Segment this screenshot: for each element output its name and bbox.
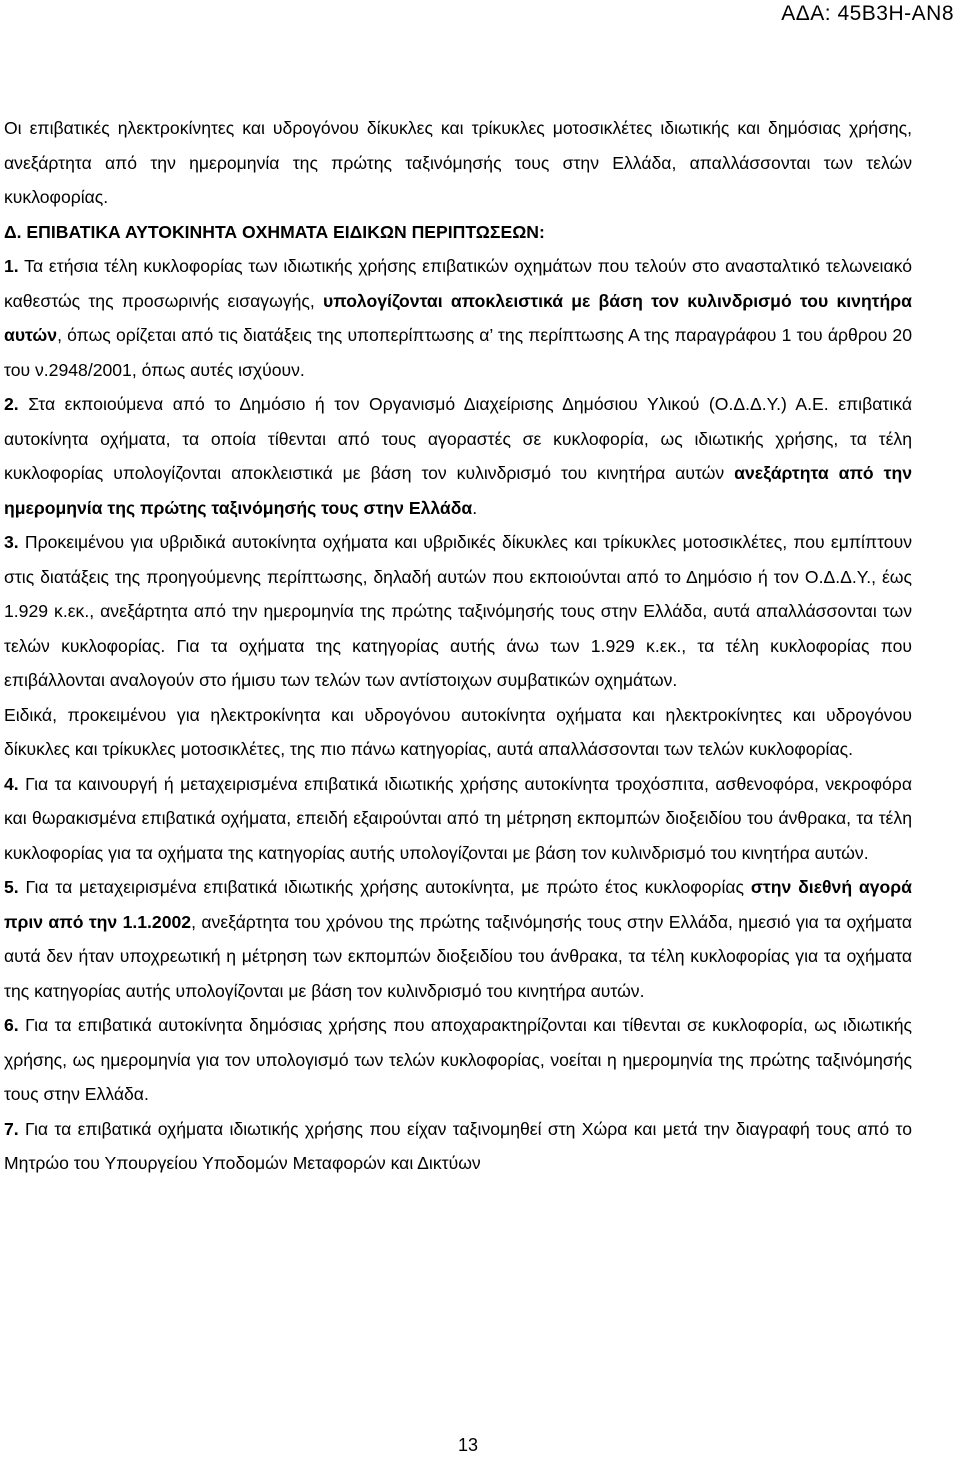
document-body xyxy=(4,111,912,1181)
item-2-paragraph xyxy=(4,387,912,525)
item-3-text: Προκειμένου για υβριδικά αυτοκίνητα οχήματα και υβριδικές δίκυκλες και τρίκυκλες μοτοσικλέτες, που εμπίπτουν στις διατάξεις της προηγούμενης περίπτωσης, δηλαδή αυτών που εκποιούνται από το Δημόσιο ή τον Ο.Δ.Δ.Υ., έως 1.929 κ.εκ., ανεξάρτητα από την ημερομηνία της πρώτης ταξινόμησής τους στην Ελλάδα, αυτά απαλλάσσονται των τελών κυκλοφορίας. Για τα οχήματα της κατηγορίας αυτής άνω των 1.929 κ.εκ., τα τέλη κυκλοφορίας που επιβάλλονται αναλογούν στο ήμισυ των τελών των αντίστοιχων συμβατικών οχημάτων. xyxy=(4,532,912,690)
item-5-number: 5. xyxy=(4,877,19,897)
section-d-heading: Δ. ΕΠΙΒΑΤΙΚΑ ΑΥΤΟΚΙΝΗΤΑ ΟΧΗΜΑΤΑ ΕΙΔΙΚΩΝ ΠΕΡΙΠΤΩΣΕΩΝ: xyxy=(4,221,545,242)
item-6-paragraph xyxy=(4,1008,912,1112)
item-3-paragraph xyxy=(4,525,912,698)
item-4-paragraph xyxy=(4,767,912,871)
item-6-number: 6. xyxy=(4,1015,19,1035)
ada-document-code: ΑΔΑ: 45Β3Η-ΑΝ8 xyxy=(781,2,954,25)
item-7-paragraph xyxy=(4,1112,912,1181)
intro-paragraph: Οι επιβατικές ηλεκτροκίνητες και υδρογόνου δίκυκλες και τρίκυκλες μοτοσικλέτες ιδιωτικής και δημόσιας χρήσης, ανεξάρτητα από την ημερομηνία της πρώτης ταξινόμησής τους στην Ελλάδα, απαλλάσσονται των τελών κυκλοφορίας. xyxy=(4,118,912,207)
item-2-bold: ανεξάρτητα από την ημερομηνία της πρώτης ταξινόμησής τους στην Ελλάδα xyxy=(4,463,912,518)
item-7-text: Για τα επιβατικά οχήματα ιδιωτικής χρήσης που είχαν ταξινομηθεί στη Χώρα και μετά την διαγραφή τους από το Μητρώο του Υπουργείου Υποδομών Μεταφορών και Δικτύων xyxy=(4,1118,912,1173)
item-1-text-a: Τα ετήσια τέλη κυκλοφορίας των ιδιωτικής χρήσης επιβατικών οχημάτων που τελούν στο ανασταλτικό τελωνειακό καθεστώς της προσωρινής εισαγωγής, xyxy=(4,256,912,311)
item-3-extra-paragraph: Ειδικά, προκειμένου για ηλεκτροκίνητα και υδρογόνου αυτοκίνητα οχήματα και ηλεκτροκίνητες και υδρογόνου δίκυκλες και τρίκυκλες μοτοσικλέτες, της πιο πάνω κατηγορίας, αυτά απαλλάσσονται των τελών κυκλοφορίας. xyxy=(4,704,912,759)
item-5-text-a: Για τα μεταχειρισμένα επιβατικά ιδιωτικής χρήσης αυτοκίνητα, με πρώτο έτος κυκλοφορίας xyxy=(18,877,751,897)
item-4-number: 4. xyxy=(4,773,19,794)
item-4-text: Για τα καινουργή ή μεταχειρισμένα επιβατικά ιδιωτικής χρήσης αυτοκίνητα τροχόσπιτα, ασθενοφόρα, νεκροφόρα και θωρακισμένα επιβατικά οχήματα, επειδή εξαιρούνται από τη μέτρηση εκπομπών διοξειδίου του άνθρακα, τα τέλη κυκλοφορίας για τα οχήματα της κατηγορίας αυτής υπολογίζονται με βάση τον κυλινδρισμό του κινητήρα αυτών. xyxy=(4,773,912,863)
item-2-text-a: Στα εκποιούμενα από το Δημόσιο ή τον Οργανισμό Διαχείρισης Δημόσιου Υλικού (Ο.Δ.Δ.Υ.) Α.Ε. επιβατικά αυτοκίνητα οχήματα, τα οποία τίθενται από τους αγοραστές σε κυκλοφορία, ως ιδιωτικής χρήσης, τα τέλη κυκλοφορίας υπολογίζονται αποκλειστικά με βάση τον κυλινδρισμό του κινητήρα αυτών xyxy=(4,394,912,483)
item-3-number: 3. xyxy=(4,532,19,552)
item-5-paragraph xyxy=(4,870,912,1008)
item-2-text-b: . xyxy=(472,497,478,518)
item-7-number: 7. xyxy=(4,1118,19,1139)
item-1-paragraph xyxy=(4,249,912,387)
item-5-bold: στην διεθνή αγορά πριν από την 1.1.2002 xyxy=(4,877,912,932)
item-1-number: 1. xyxy=(4,256,19,276)
item-1-text-b: , όπως ορίζεται από τις διατάξεις της υποπερίπτωσης α’ της περίπτωσης Α της παραγράφου 1 του άρθρου 20 του ν.2948/2001, όπως αυτές ισχύουν. xyxy=(4,325,912,380)
page-number: 13 xyxy=(457,1435,479,1455)
item-1-bold: υπολογίζονται αποκλειστικά με βάση τον κυλινδρισμό του κινητήρα αυτών xyxy=(4,290,912,345)
item-2-number: 2. xyxy=(4,394,19,414)
item-5-text-b: , ανεξάρτητα του χρόνου της πρώτης ταξινόμησής τους στην Ελλάδα, ημεσιό για τα οχήματα αυτά δεν ήταν υποχρεωτική η μέτρηση των εκπομπών διοξειδίου του άνθρακα, τα τέλη κυκλοφορίας για τα οχήματα της κατηγορίας αυτής υπολογίζονται με βάση τον κυλινδρισμό του κινητήρα αυτών. xyxy=(4,911,913,1001)
item-6-text: Για τα επιβατικά αυτοκίνητα δημόσιας χρήσης που αποχαρακτηρίζονται και τίθενται σε κυκλοφορία, ως ιδιωτικής χρήσης, ως ημερομηνία για τον υπολογισμό των τελών κυκλοφορίας, νοείται η ημερομηνία της πρώτης ταξινόμησής τους στην Ελλάδα. xyxy=(4,1015,912,1104)
